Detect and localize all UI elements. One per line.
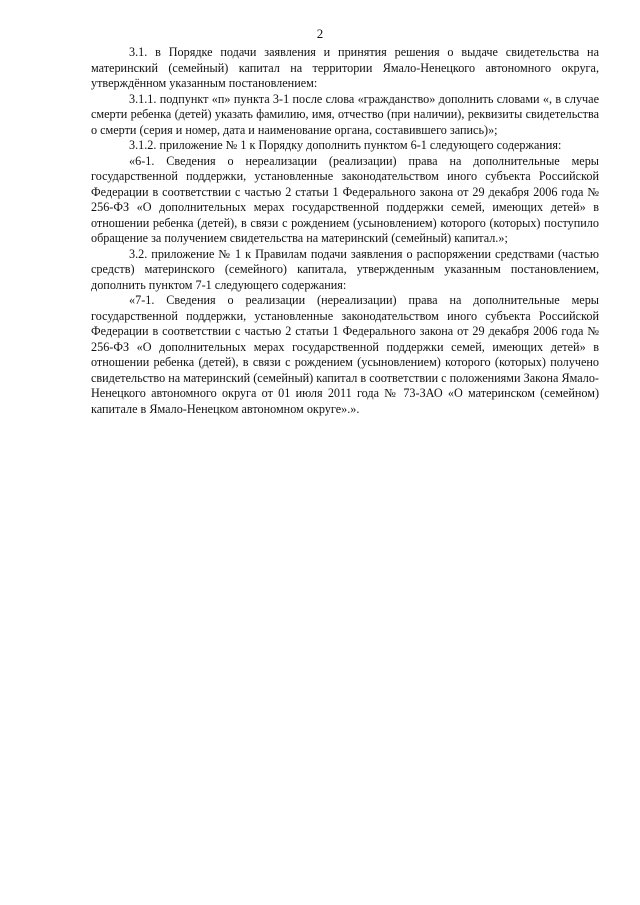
- paragraph-3-1-1: 3.1.1. подпункт «п» пункта 3-1 после слова «гражданство» дополнить словами «, в случае смерти ребенка (детей) указать фамилию, имя, отчество (при наличии), реквизиты свидетельства о смерти (серия и номер, дата и наименование органа, составившего запись)»;: [91, 91, 599, 137]
- paragraph-3-1: 3.1. в Порядке подачи заявления и принятия решения о выдаче свидетельства на материнский (семейный) капитал на территории Ямало-Ненецкого автономного округа, утверждённом указанным постановлением:: [91, 45, 599, 90]
- page-number: 2: [316, 26, 324, 41]
- quoted-item-6-1: «6-1. Сведения о нереализации (реализации) права на дополнительные меры государственной поддержки, установленные законодательством иного субъекта Российской Федерации в соответствии с частью 2 статьи 1 Федерального закона от 29 декабря 2006 года № 256-ФЗ «О дополнительных мерах государственной поддержки семей, имеющих детей» в отношении ребенка (детей), в связи с рождением (усыновлением) которого (которых) поступило обращение за получением свидетельства на материнский (семейный) капитал.»;: [91, 153, 599, 245]
- paragraph-3-1-2: 3.1.2. приложение № 1 к Порядку дополнить пунктом 6-1 следующего содержания:: [129, 138, 562, 152]
- quoted-item-7-1: «7-1. Сведения о реализации (нереализации) права на дополнительные меры государственной поддержки, установленные законодательством иного субъекта Российской Федерации в соответствии с частью 2 статьи 1 Федерального закона от 29 декабря 2006 года № 256-ФЗ «О дополнительных мерах государственной поддержки семей, имеющих детей» в отношении ребенка (детей), в связи с рождением (усыновлением) которого (которых) получено свидетельство на материнский (семейный) капитал в соответствии с положениями Закона Ямало-Ненецкого автономного округа от 01 июля 2011 года № 73-ЗАО «О материнском (семейном) капитале в Ямало-Ненецком автономном округе».».: [91, 293, 599, 416]
- paragraph-3-2: 3.2. приложение № 1 к Правилам подачи заявления о распоряжении средствами (частью средств) материнского (семейного) капитала, утвержденным указанным постановлением, дополнить пунктом 7-1 следующего содержания:: [91, 246, 599, 292]
- document-body: [91, 45, 599, 417]
